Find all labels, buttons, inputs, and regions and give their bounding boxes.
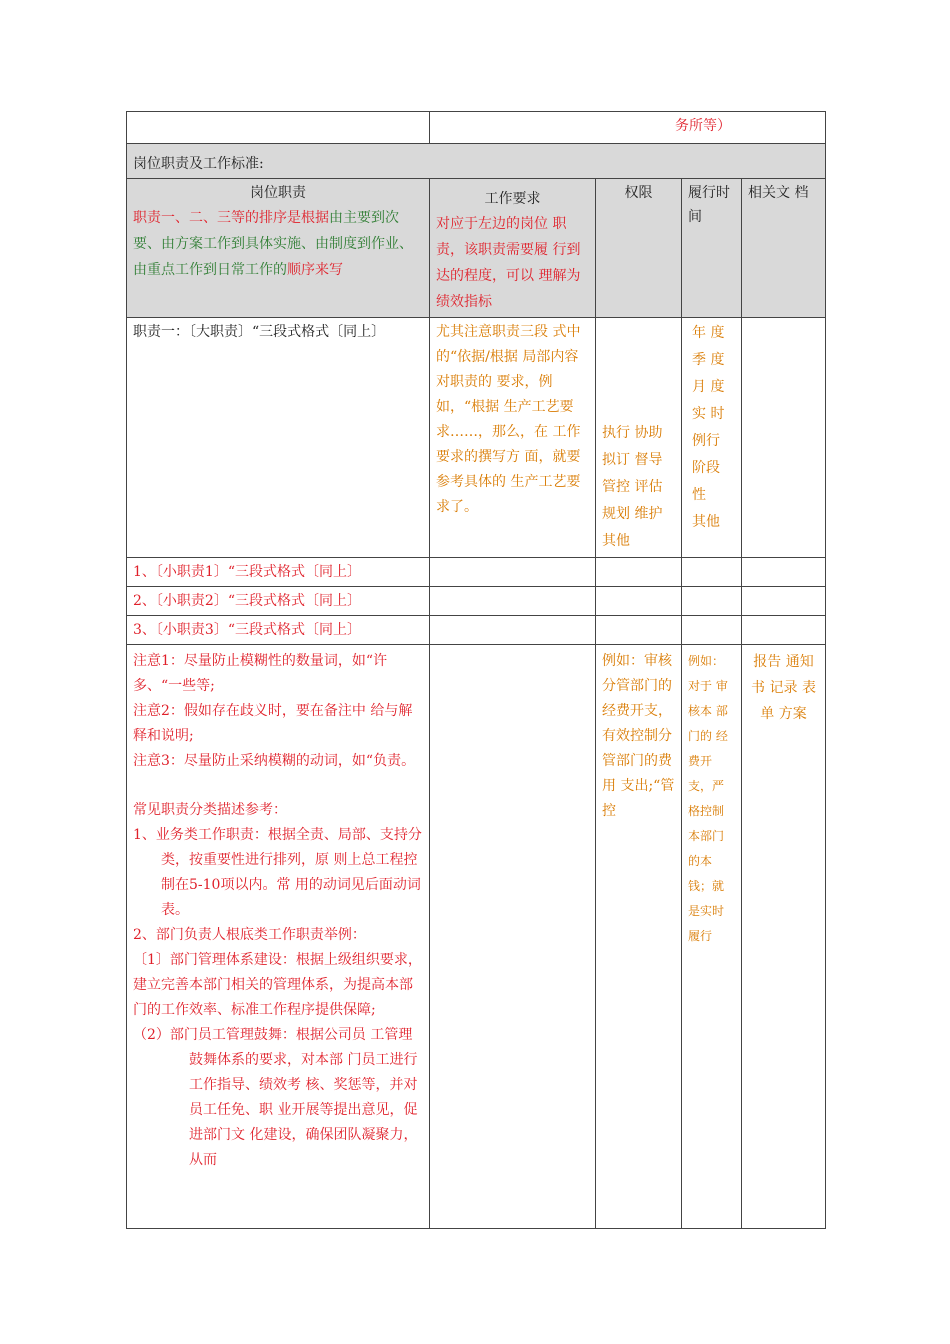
common-title: 常见职责分类描述参考： [133,802,287,818]
duty1-docs [742,318,826,558]
common-2b: （2）部门员工管理鼓舞：根据公司员 工管理鼓舞体系的要求，对本部 门员工进行工作指导、绩效考 核、奖惩等，并对员工任免、职 业开展等提出意见，促进部门文 化建设，确保团队凝聚力，从而 [133,1027,418,1168]
header-docs: 相关文 档 [742,179,826,318]
duty-note-green: 由主要到次要、由方案工作到具体实施、由制度到作业、由重点工作到日常工作的 [133,210,413,278]
docs-example: 报告 通知书 记录 表单 方案 [742,645,826,1229]
common-1: 1、业务类工作职责：根据全责、局部、支持分类，按重要性进行排列，原 则上总工程控制在5-10项以内。常 用的动词见后面动词表。 [133,827,422,918]
duty-note-red1: 职责一、二、三等的排序是根据 [133,210,329,226]
timing-item: 其他 [692,514,720,530]
duty-note-red2: 顺序来写 [287,262,343,278]
timing-item: 实 时 [692,406,725,422]
notes-cell [127,645,430,1229]
sub-duty-1: 1、〔小职责1〕“三段式格式〔同上〕 [127,558,430,587]
top-left-cell [127,112,430,144]
duty1-title: 职责一：〔大职责〕“三段式格式〔同上〕 [127,318,430,558]
sub-duty-2: 2、〔小职责2〕“三段式格式〔同上〕 [127,587,430,616]
timing-item: 阶段 [692,460,720,476]
timing-item: 月 度 [692,379,725,395]
note-3: 注意3：尽量防止采纳模糊的动词，如“负责。 [133,753,416,769]
header-requirement [430,179,596,318]
timing-item: 年 度 [692,325,725,341]
sub-duty-3: 3、〔小职责3〕“三段式格式〔同上〕 [127,616,430,645]
duty-table [126,111,826,1229]
authority-example: 例如：审核分管部门的经费开支，有效控制分管部门的费 用 支出;“管控 [596,645,682,1229]
common-2a: 〔1〕部门管理体系建设：根据上级组织要求，建立完善本部门相关的管理体系，为提高本部门的工作效率、标准工作程序提供保障; [133,952,422,1018]
common-2: 2、部门负责人根底类工作职责举例： [133,927,366,943]
header-authority: 权限 [596,179,682,318]
notes-requirement [430,645,596,1229]
header-requirement-label: 工作要求 [484,191,541,207]
duty1-timing [682,318,742,558]
duty1-authority: 执行 协助 拟订 督导 管控 评估 规划 维护 其他 [596,318,682,558]
note-2: 注意2：假如存在歧义时，要在备注中 给与解释和说明; [133,703,413,744]
timing-item: 例行 [692,433,720,449]
header-duty-label: 岗位职责 [250,185,306,201]
timing-item: 性 [692,487,706,503]
timing-example: 例如：对于 审核本 部门的 经费开支，严格控制本部门的本钱；就是实时履行 [682,645,742,1229]
duty1-requirement: 尤其注意职责三段 式中的“依据/根据 局部内容对职责的 要求，例如，“根据 生产工艺要 求……，那么，在 工作要求的撰写方 面，就要参考具体的 生产工艺要求了。 [430,318,596,558]
timing-item: 季 度 [692,352,725,368]
header-duty [127,179,430,318]
note-1: 注意1：尽量防止模糊性的数量词，如“许多、“一些等; [133,653,388,694]
header-timing: 履行时间 [682,179,742,318]
section-title: 岗位职责及工作标准: [127,144,826,179]
top-right-text: 务所等） [430,112,826,144]
requirement-note: 对应于左边的岗位 职责，该职责需要履 行到达的程度，可以 理解为绩效指标 [436,216,581,310]
